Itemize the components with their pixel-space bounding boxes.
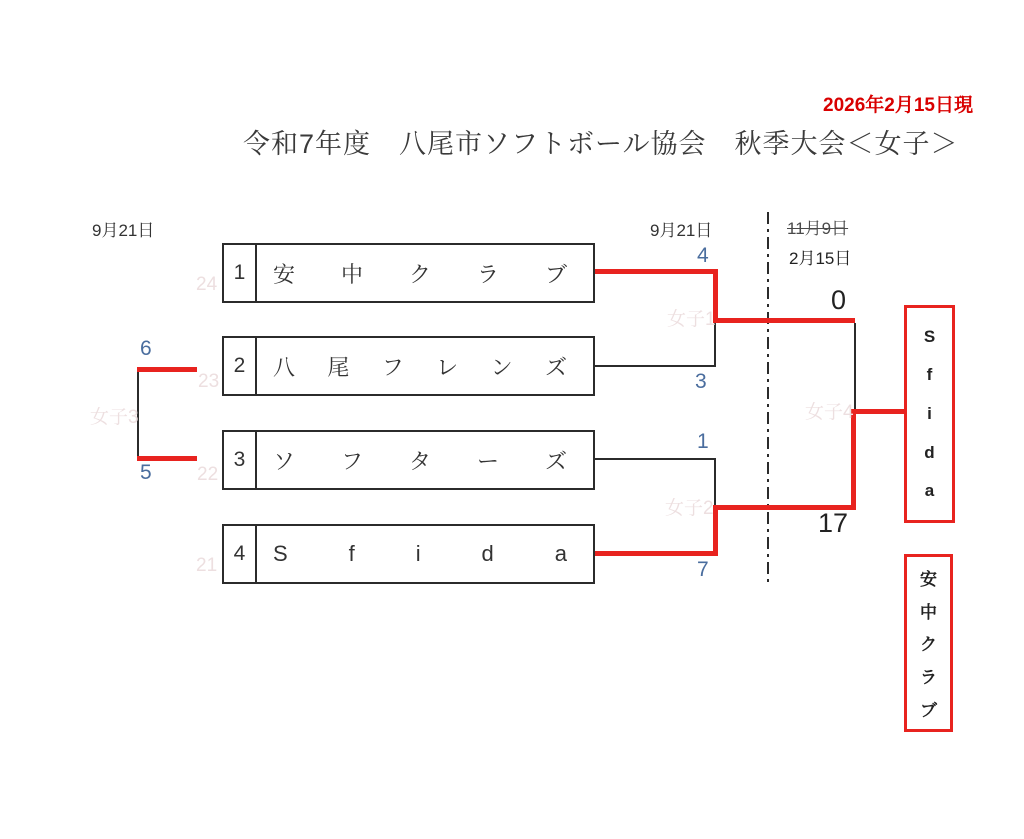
schedule-divider-line — [767, 212, 769, 585]
semifinal1-advance-line — [713, 318, 855, 323]
champion-name: S f i d a — [923, 326, 936, 501]
team-3-name: ソ フ タ ー ズ — [273, 448, 567, 474]
semifinal2-loser-line — [714, 458, 716, 508]
team-box-4 — [222, 524, 595, 584]
semifinal2-winner-line — [595, 551, 718, 556]
match-label-semifinal2: 女子2 — [665, 498, 714, 519]
runner-up-name: 安 中 ク ラ ブ — [920, 569, 937, 721]
team-2-seed: 2 — [224, 338, 257, 394]
match-label-semifinal1: 女子1 — [667, 309, 716, 330]
team-box-1 — [222, 243, 595, 303]
team-4-seed: 4 — [224, 526, 257, 582]
semifinal1-top-score: 4 — [697, 244, 709, 267]
page-title: 令和7年度 八尾市ソフトボール協会 秋季大会＜女子＞ — [243, 129, 959, 159]
team-1-seed: 1 — [224, 245, 257, 301]
consolation-top-line — [137, 367, 197, 372]
final-date-struck: 11月9日 — [787, 219, 849, 238]
consolation-bottom-score: 5 — [140, 461, 152, 484]
semifinal1-loser-line — [595, 365, 716, 367]
final-loser-line — [854, 323, 856, 411]
round1-date-left: 9月21日 — [92, 221, 155, 240]
semifinal2-bottom-score: 7 — [697, 558, 709, 581]
entry-watermark: 24 — [196, 274, 218, 295]
revision-date: 2026年2月15日現 — [823, 95, 973, 116]
match-label-consolation: 女子3 — [90, 407, 139, 428]
runner-up-box — [904, 554, 953, 732]
team-box-2 — [222, 336, 595, 396]
semifinal1-winner-line — [595, 269, 718, 274]
final-date: 2月15日 — [789, 249, 852, 268]
champion-line — [851, 409, 904, 414]
team-2-name: 八 尾 フ レ ン ズ — [273, 354, 567, 380]
final-top-score: 0 — [831, 285, 847, 315]
consolation-top-score: 6 — [140, 337, 152, 360]
team-1-name: 安 中 ク ラ ブ — [273, 261, 567, 287]
team-box-3 — [222, 430, 595, 490]
entry-watermark: 21 — [196, 555, 218, 576]
round1-date-right: 9月21日 — [650, 221, 713, 240]
final-winner-line — [851, 409, 856, 510]
champion-box — [904, 305, 955, 523]
team-4-name: S f i d a — [273, 541, 567, 566]
entry-watermark: 23 — [198, 371, 220, 392]
team-3-seed: 3 — [224, 432, 257, 488]
semifinal2-loser-line — [595, 458, 716, 460]
semifinal1-bottom-score: 3 — [695, 370, 707, 393]
final-bottom-score: 17 — [818, 508, 849, 538]
entry-watermark: 22 — [197, 464, 219, 485]
semifinal2-top-score: 1 — [697, 430, 709, 453]
match-label-final: 女子4 — [805, 402, 854, 423]
